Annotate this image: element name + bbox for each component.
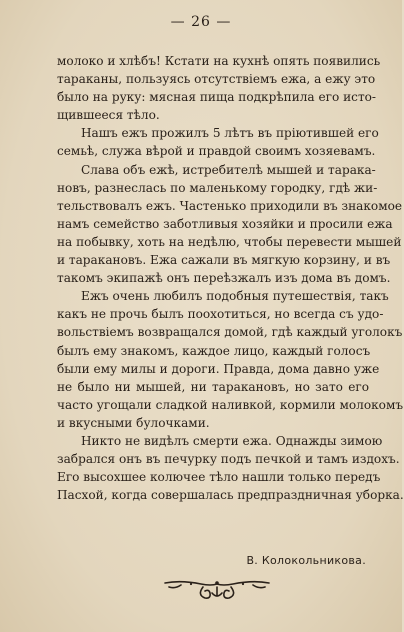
page-number: — 26 — [170, 14, 232, 30]
text-line: такомъ экипажѣ онъ переѣзжалъ изъ дома въ домъ. [57, 271, 391, 286]
text-line: Слава объ ежѣ, истребителѣ мышей и тарака- [81, 162, 376, 177]
text-line: было на руку: мясная пища подкрѣпила его исто- [57, 90, 377, 105]
text-line: на побывку, хоть на недѣлю, чтобы перевести мышей [57, 234, 402, 249]
text-line: щившееся тѣло. [57, 108, 160, 123]
body-text [57, 52, 404, 504]
text-line: Ежъ очень любилъ подобныя путешествія, такъ [81, 289, 389, 304]
text-line: не было ни мышей, ни таракановъ, но зато его [57, 379, 369, 394]
text-line: часто угощали сладкой наливкой, кормили молокомъ [57, 397, 404, 412]
text-line: какъ не прочь былъ поохотиться, но всегда съ удо- [57, 307, 384, 322]
text-line: молоко и хлѣбъ! Кстати на кухнѣ опять появились [57, 54, 381, 68]
text-line: были ему милы и дороги. Правда, дома давно уже [57, 361, 380, 376]
decorative-scroll-ornament-icon [161, 575, 273, 601]
text-line: и вкусными булочками. [57, 415, 210, 430]
text-line: Его высохшее колючее тѣло нашли только передъ [57, 470, 381, 485]
text-line: семьѣ, служа вѣрой и правдой своимъ хозяевамъ. [57, 144, 376, 159]
text-line: вольствіемъ возвращался домой, гдѣ каждый уголокъ [57, 325, 403, 340]
text-line: былъ ему знакомъ, каждое лицо, каждый голосъ [57, 343, 371, 358]
text-line: забрался онъ въ печурку подъ печкой и тамъ издохъ. [57, 452, 400, 467]
text-line: Никто не видѣлъ смерти ежа. Однажды зимою [81, 433, 383, 448]
text-line: и таракановъ. Ежа сажали въ мягкую корзину, и въ [57, 253, 391, 268]
text-line: тельствовалъ ежъ. Частенько приходили въ знакомое [57, 198, 403, 213]
text-line: новъ, разнеслась по маленькому городку, гдѣ жи- [57, 180, 378, 195]
author-signature: В. Колокольникова. [246, 554, 366, 567]
text-line: Нашъ ежъ прожилъ 5 лѣтъ въ пріютившей его [81, 126, 379, 141]
text-line: тараканы, пользуясь отсутствіемъ ежа, а ежу это [57, 72, 376, 87]
text-line: Пасхой, когда совершалась предпраздничная уборка. [57, 488, 404, 503]
text-line: намъ семейство заботливыя хозяйки и просили ежа [57, 216, 393, 231]
